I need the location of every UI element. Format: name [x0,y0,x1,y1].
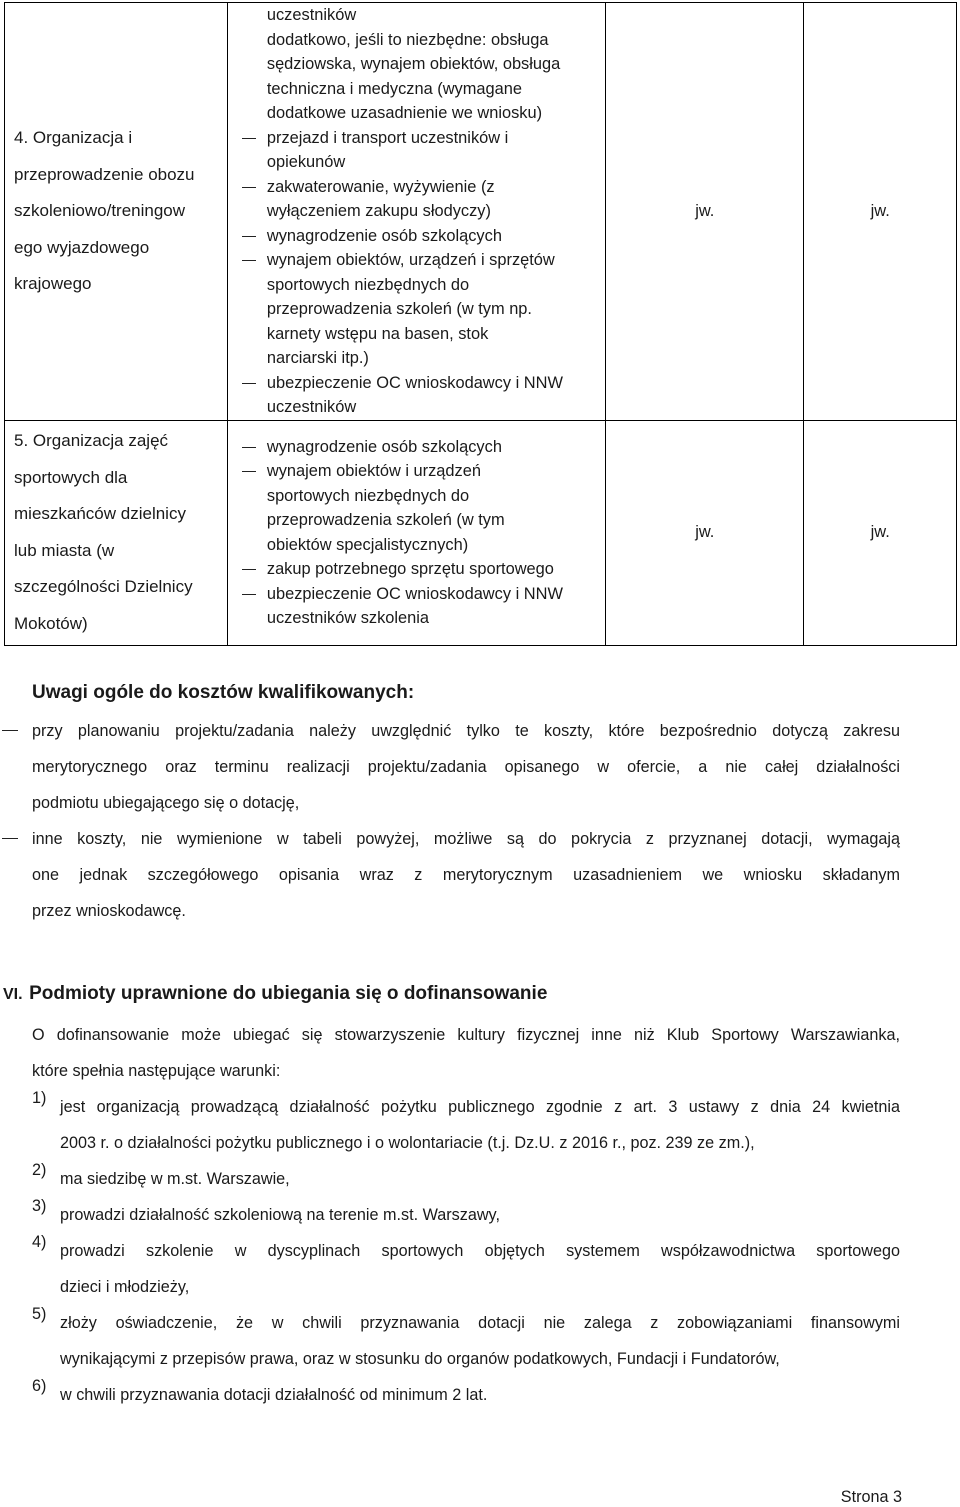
table-row [5,3,957,421]
remark-line: one jednak szczegółowego opisania wraz z merytorycznym uzasadnieniem we wniosku składanym [32,866,900,884]
col3-cell: jw. [606,420,804,645]
page-number: Strona 3 [840,1488,902,1506]
condition-number: 4) [32,1233,47,1251]
intro-line: O dofinansowanie może ubiegać się stowarzyszenie kultury fizycznej inne niż Klub Sportowy Warszawianka, [32,1026,900,1044]
cost-item-continuation: sportowych niezbędnych do [266,486,470,505]
condition-item [32,1197,900,1233]
cost-text-line: sędziowska, wynajem obiektów, obsługa [266,55,561,73]
remark-item [32,713,900,821]
cost-text-line: dodatkowo, jeśli to niezbędne: obsługa [266,30,549,49]
condition-number: 1) [32,1089,47,1107]
condition-line: złoży oświadczenie, że w chwili przyznawania dotacji nie zalega z zobowiązaniami finansowymi [60,1314,900,1332]
cost-list [228,3,605,420]
intro-line: które spełnia następujące warunki: [32,1062,281,1080]
section-6-heading [3,983,871,1005]
col4-cell: jw. [804,3,957,421]
remarks-heading: Uwagi ogóle do kosztów kwalifikowanych: [32,682,415,703]
col4-cell: jw. [804,420,957,645]
bullet-dash [2,730,18,731]
task-name-line: ego wyjazdowego [14,237,150,257]
condition-item [32,1305,900,1377]
section-number: VI. [3,986,23,1003]
cost-item-continuation: uczestników szkolenia [266,609,430,627]
cost-item-continuation: uczestników [266,398,357,416]
bullet-dash [2,838,18,839]
cost-item-continuation: wyłączeniem zakupu słodyczy) [266,202,491,220]
task-name [5,120,227,303]
condition-line: wynikającymi z przepisów prawa, oraz w stosunku do organów podatkowych, Fundacji i Fundatorów, [60,1350,780,1368]
condition-line: prowadzi szkolenie w dyscyplinach sportowych objętych systemem współzawodnictwa sportowego [60,1242,900,1260]
task-name-cell [5,3,228,421]
costs-table [4,2,957,646]
task-name-line: krajowego [14,274,92,293]
cost-item-continuation: przeprowadzenia szkoleń (w tym [266,511,505,529]
costs-cell [227,3,605,421]
cost-item: przejazd i transport uczestników i [228,126,605,151]
cost-text-line: dodatkowe uzasadnienie we wniosku) [266,104,543,122]
remarks-section [32,682,900,929]
condition-number: 6) [32,1377,47,1395]
section-intro [32,1017,900,1089]
condition-item [32,1161,900,1197]
task-name-line: sportowych dla [14,467,128,487]
task-name-line: 4. Organizacja i [14,128,133,147]
costs-cell [227,420,605,645]
condition-line: ma siedzibę w m.st. Warszawie, [60,1170,290,1188]
condition-line: jest organizacją prowadzącą działalność pożytku publicznego zgodnie z art. 3 ustawy z dnia 24 kwietnia [60,1098,900,1116]
task-name [5,423,227,642]
remark-item [32,821,900,929]
task-name-line: mieszkańców dzielnicy [14,504,186,523]
condition-number: 5) [32,1305,47,1323]
cost-item-continuation: opiekunów [266,153,346,171]
remark-line: merytorycznego oraz terminu realizacji projektu/zadania opisanego w ofercie, a nie całej działalności [32,758,900,776]
remark-line: przez wnioskodawcę. [32,902,186,920]
task-name-line: przeprowadzenie obozu [14,164,195,184]
condition-number: 3) [32,1197,47,1215]
cost-item: wynajem obiektów i urządzeń [228,459,605,484]
remark-line: inne koszty, nie wymienione w tabeli powyżej, możliwe są do pokrycia z przyznanej dotacji, wymagają [32,830,900,848]
cost-item: wynajem obiektów, urządzeń i sprzętów [228,248,605,273]
cost-item: wynagrodzenie osób szkolących [228,224,605,249]
task-name-line: szkoleniowo/treningow [14,201,186,220]
condition-item [32,1089,900,1161]
condition-item [32,1377,900,1413]
task-name-line: Mokotów) [14,613,88,633]
condition-number: 2) [32,1161,47,1179]
cost-item: ubezpieczenie OC wnioskodawcy i NNW [228,371,605,396]
col3-cell: jw. [606,3,804,421]
cost-item: ubezpieczenie OC wnioskodawcy i NNW [228,582,605,607]
cost-item-continuation: karnety wstępu na basen, stok [266,324,489,343]
cost-item-continuation: przeprowadzenia szkoleń (w tym np. [266,300,532,318]
condition-line: prowadzi działalność szkoleniową na terenie m.st. Warszawy, [60,1206,500,1224]
remarks-list [32,713,900,929]
condition-line: w chwili przyznawania dotacji działalność od minimum 2 lat. [60,1386,488,1404]
cost-text-line: techniczna i medyczna (wymagane [266,79,522,98]
section-6 [3,983,900,1413]
task-name-line: lub miasta (w [14,540,115,560]
cost-list [228,435,605,631]
task-name-line: 5. Organizacja zajęć [14,431,169,450]
remark-line: przy planowaniu projektu/zadania należy uwzględnić tylko te koszty, które bezpośrednio dotyczą zakresu [32,722,900,740]
cost-item: zakup potrzebnego sprzętu sportowego [228,557,605,582]
condition-item [32,1233,900,1305]
conditions-list [32,1089,900,1413]
cost-item: zakwaterowanie, wyżywienie (z [228,175,605,200]
cost-item-continuation: sportowych niezbędnych do [266,275,470,294]
section-title: Podmioty uprawnione do ubiegania się o dofinansowanie [29,983,548,1004]
table-row [5,420,957,645]
remark-line: podmiotu ubiegającego się o dotację, [32,794,300,812]
cost-text-line: uczestników [266,6,357,24]
cost-item-continuation: obiektów specjalistycznych) [266,535,469,554]
task-name-line: szczególności Dzielnicy [14,577,193,596]
cost-item: wynagrodzenie osób szkolących [228,435,605,460]
condition-line: 2003 r. o działalności pożytku publicznego i o wolontariacie (t.j. Dz.U. z 2016 r., poz. 239 ze zm.), [60,1134,755,1152]
condition-line: dzieci i młodzieży, [60,1278,190,1296]
task-name-cell [5,420,228,645]
cost-item-continuation: narciarski itp.) [266,349,369,367]
